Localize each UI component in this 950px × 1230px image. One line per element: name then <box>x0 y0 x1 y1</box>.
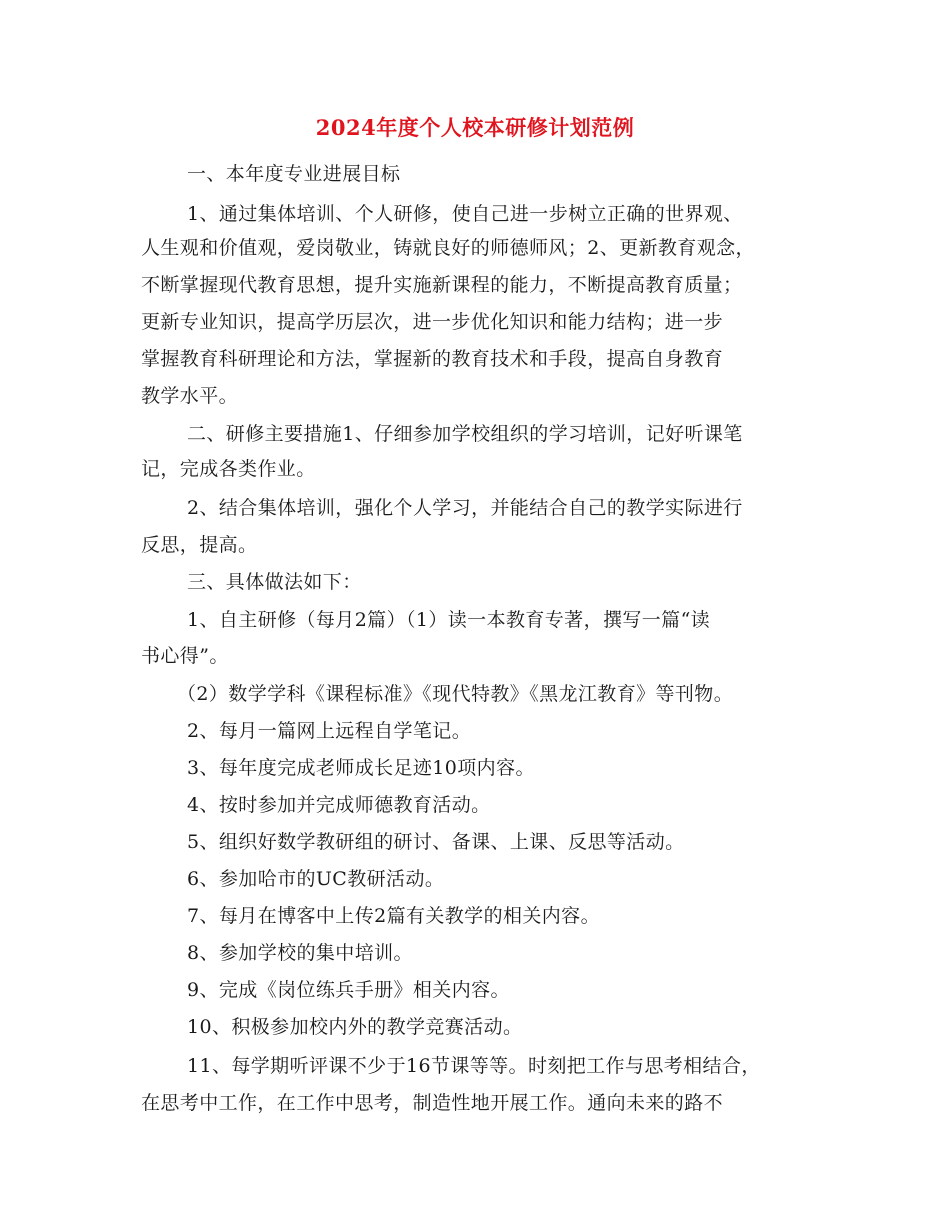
list-item: 10、积极参加校内外的教学竞赛活动。 <box>187 1016 523 1038</box>
list-item: 5、组织好数学教研组的研讨、备课、上课、反思等活动。 <box>187 831 685 853</box>
section-heading-1: 一、本年度专业进展目标 <box>187 163 401 185</box>
paragraph-line: 记，完成各类作业。 <box>141 458 316 480</box>
paragraph-line: 掌握教育科研理论和方法，掌握新的教育技术和手段，提高自身教育 <box>141 348 724 370</box>
paragraph-line: 1、通过集体培训、个人研修，使自己进一步树立正确的世界观、 <box>187 203 743 225</box>
list-item: 3、每年度完成老师成长足迹10项内容。 <box>187 757 535 779</box>
document-title: 2024年度个人校本研修计划范例 <box>315 115 635 140</box>
list-item-continuation: 书心得”。 <box>141 645 229 667</box>
paragraph-line: 不断掌握现代教育思想，提升实施新课程的能力，不断提高教育质量； <box>141 274 743 296</box>
paragraph-line: 教学水平。 <box>141 385 239 407</box>
paragraph-line: 反思，提高。 <box>141 534 258 556</box>
list-item: 8、参加学校的集中培训。 <box>187 942 413 964</box>
section-heading-3: 三、具体做法如下： <box>187 571 362 593</box>
list-item: 1、自主研修（每月2篇）（1）读一本教育专著，撰写一篇“读 <box>187 609 711 631</box>
list-item: 11、每学期听评课不少于16节课等等。时刻把工作与思考相结合， <box>187 1055 761 1077</box>
paragraph-line: 人生观和价值观，爱岗敬业，铸就良好的师德师风；2、更新教育观念， <box>141 237 755 259</box>
list-item: 4、按时参加并完成师德教育活动。 <box>187 794 491 816</box>
paragraph-line: 2、结合集体培训，强化个人学习，并能结合自己的教学实际进行 <box>187 497 743 519</box>
list-item: （2）数学学科《课程标准》《现代特教》《黑龙江教育》等刊物。 <box>177 683 734 705</box>
list-item: 7、每月在博客中上传2篇有关教学的相关内容。 <box>187 905 600 927</box>
section-heading-2: 二、研修主要措施1、仔细参加学校组织的学习培训，记好听课笔 <box>187 423 743 445</box>
paragraph-line: 更新专业知识，提高学历层次，进一步优化知识和能力结构；进一步 <box>141 311 724 333</box>
list-item-continuation: 在思考中工作，在工作中思考，制造性地开展工作。通向未来的路不 <box>141 1092 724 1114</box>
list-item: 9、完成《岗位练兵手册》相关内容。 <box>187 979 510 1001</box>
list-item: 2、每月一篇网上远程自学笔记。 <box>187 720 472 742</box>
list-item: 6、参加哈市的UC教研活动。 <box>187 868 445 890</box>
